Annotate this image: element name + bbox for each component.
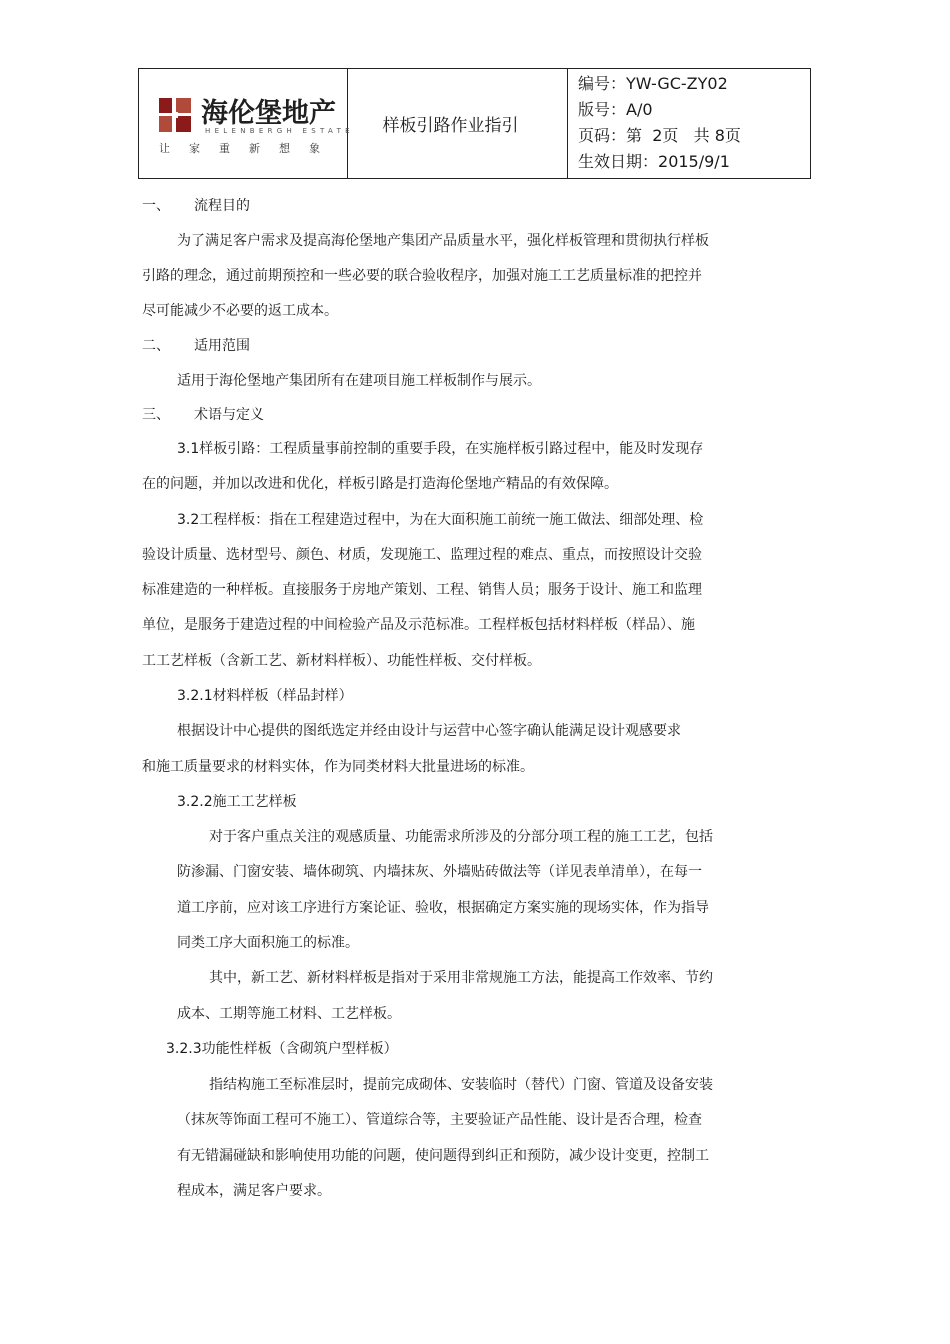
- document-meta: [568, 69, 810, 178]
- section-number: 二、: [142, 338, 170, 354]
- term-line: [177, 510, 703, 530]
- paragraph-line: 验设计质量、选材型号、颜色、材质，发现施工、监理过程的难点、重点，而按照设计交验: [142, 547, 702, 563]
- subterm-heading: [177, 792, 297, 812]
- section-number: 三、: [142, 407, 170, 423]
- meta-version-value: A/0: [626, 100, 653, 119]
- document-header-table: [138, 68, 811, 179]
- paragraph-line: 单位，是服务于建造过程的中间检验产品及示范标准。工程样板包括材料样板（样品）、施: [142, 617, 695, 633]
- paragraph-line: 工工艺样板（含新工艺、新材料样板）、功能性样板、交付样板。: [142, 653, 541, 669]
- paragraph-line: 防渗漏、门窗安装、墙体砌筑、内墙抹灰、外墙贴砖做法等（详见表单清单），在每一: [177, 864, 702, 880]
- paragraph-line: 有无错漏碰缺和影响使用功能的问题，使问题得到纠正和预防，减少设计变更，控制工: [177, 1148, 709, 1164]
- paragraph-line: 为了满足客户需求及提高海伦堡地产集团产品质量水平，强化样板管理和贯彻执行样板: [177, 233, 709, 249]
- paragraph-line: 尽可能减少不必要的返工成本。: [142, 303, 338, 319]
- company-slogan: 让家重新想象: [159, 142, 339, 155]
- meta-version: [578, 97, 810, 123]
- subterm-heading: [177, 686, 353, 706]
- section-title: 流程目的: [194, 198, 250, 214]
- section-title: 适用范围: [194, 338, 250, 354]
- term-number: 3.2: [177, 512, 200, 528]
- paragraph-line: 引路的理念，通过前期预控和一些必要的联合验收程序，加强对施工工艺质量标准的把控并: [142, 268, 702, 284]
- subterm-heading: [166, 1039, 398, 1059]
- paragraph-line: 道工序前，应对该工序进行方案论证、验收，根据确定方案实施的现场实体，作为指导: [177, 900, 709, 916]
- term-text: 工程样板：指在工程建造过程中，为在大面积施工前统一施工做法、细部处理、检: [199, 512, 704, 528]
- paragraph-line: 在的问题，并加以改进和优化，样板引路是打造海伦堡地产精品的有效保障。: [142, 476, 618, 492]
- meta-page-label: 页码：: [578, 126, 627, 145]
- company-english-name: HELENBERGH ESTATE: [205, 127, 354, 135]
- section-heading: [142, 405, 264, 425]
- subterm-number: 3.2.1: [177, 688, 213, 704]
- term-number: 3.1: [177, 441, 200, 457]
- meta-code-value: YW-GC-ZY02: [626, 74, 728, 93]
- term-line: [177, 439, 703, 459]
- meta-code-label: 编号：: [578, 74, 627, 93]
- paragraph-line: 和施工质量要求的材料实体，作为同类材料大批量进场的标准。: [142, 759, 534, 775]
- meta-code: [578, 71, 810, 97]
- meta-page-value: 第 2页 共 8页: [626, 126, 741, 145]
- section-heading: [142, 196, 250, 216]
- paragraph-line: 指结构施工至标准层时，提前完成砌体、安装临时（替代）门窗、管道及设备安装: [209, 1077, 713, 1093]
- company-logo-icon: [159, 98, 191, 132]
- company-name: 海伦堡地产: [201, 98, 336, 129]
- paragraph-line: 同类工序大面积施工的标准。: [177, 935, 359, 951]
- section-title: 术语与定义: [194, 407, 264, 423]
- document-title: 样板引路作业指引: [348, 69, 568, 178]
- paragraph-line: （抹灰等饰面工程可不施工）、管道综合等，主要验证产品性能、设计是否合理，检查: [177, 1112, 702, 1128]
- subterm-number: 3.2.2: [177, 794, 213, 810]
- logo-cell: [139, 69, 354, 178]
- paragraph-line: 标准建造的一种样板。直接服务于房地产策划、工程、销售人员；服务于设计、施工和监理: [142, 582, 702, 598]
- subterm-title: 材料样板（样品封样）: [212, 688, 353, 704]
- meta-date-value: 2015/9/1: [658, 152, 730, 171]
- paragraph-line: 其中，新工艺、新材料样板是指对于采用非常规施工方法，能提高工作效率、节约: [209, 970, 713, 986]
- meta-date-label: 生效日期：: [578, 152, 659, 171]
- paragraph-line: 根据设计中心提供的图纸选定并经由设计与运营中心签字确认能满足设计观感要求: [177, 723, 681, 739]
- meta-page: [578, 123, 810, 149]
- meta-date: [578, 149, 810, 175]
- meta-version-label: 版号：: [578, 100, 627, 119]
- subterm-title: 施工工艺样板: [212, 794, 297, 810]
- paragraph-line: 程成本，满足客户要求。: [177, 1183, 331, 1199]
- paragraph-line: 适用于海伦堡地产集团所有在建项目施工样板制作与展示。: [177, 373, 541, 389]
- section-number: 一、: [142, 198, 170, 214]
- section-heading: [142, 336, 250, 356]
- term-text: 样板引路：工程质量事前控制的重要手段，在实施样板引路过程中，能及时发现存: [199, 441, 704, 457]
- subterm-title: 功能性样板（含砌筑户型样板）: [201, 1041, 398, 1057]
- paragraph-line: 成本、工期等施工材料、工艺样板。: [177, 1006, 401, 1022]
- paragraph-line: 对于客户重点关注的观感质量、功能需求所涉及的分部分项工程的施工工艺，包括: [209, 829, 713, 845]
- subterm-number: 3.2.3: [166, 1041, 202, 1057]
